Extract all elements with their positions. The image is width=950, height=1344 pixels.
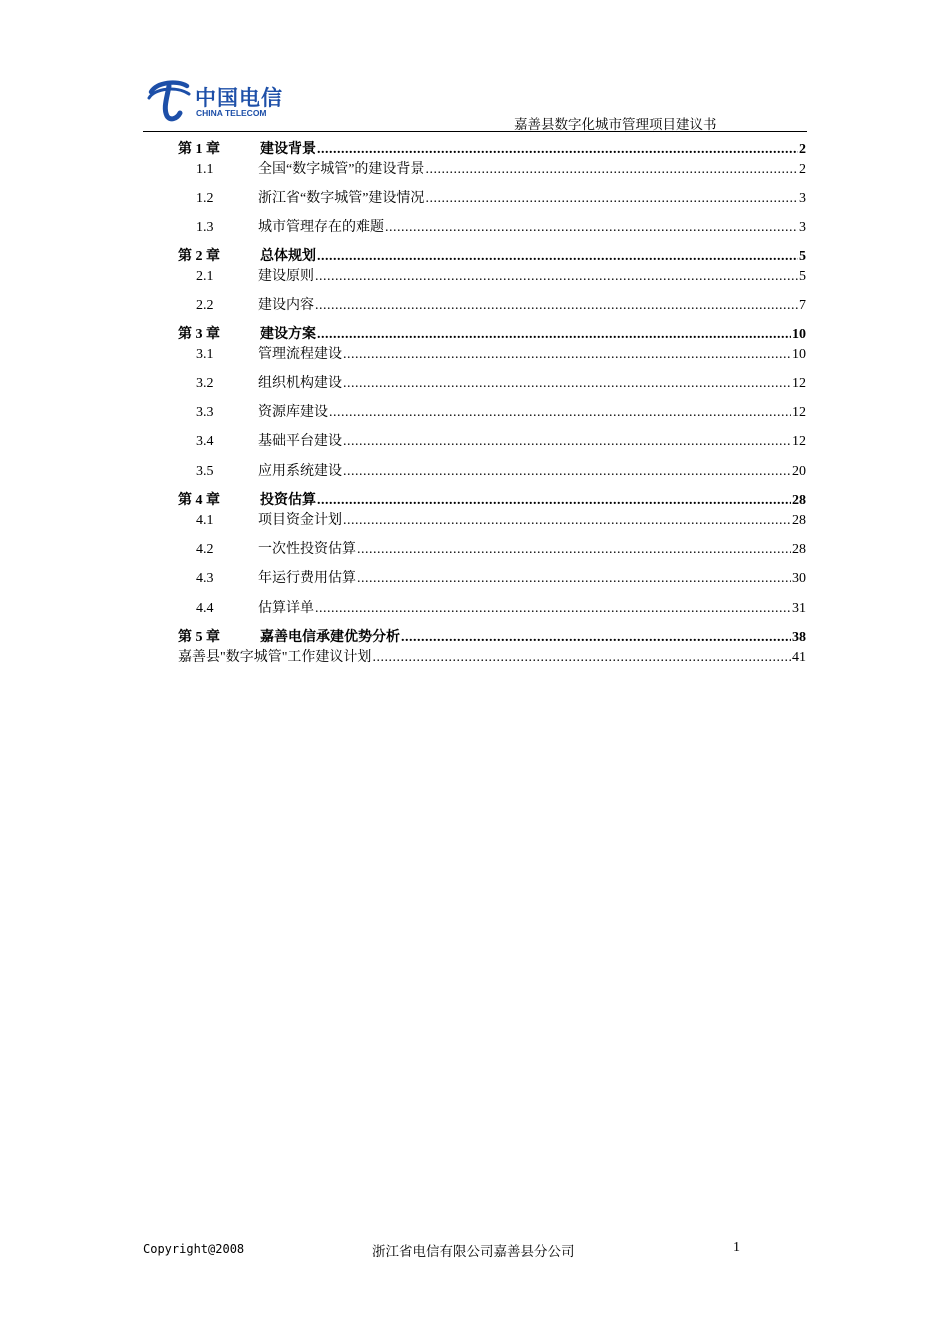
toc-entry-title: 建设内容 (258, 298, 314, 313)
toc-entry-title: 总体规划 (260, 249, 316, 264)
toc-dot-leader (329, 403, 791, 423)
toc-entry-number: 1.2 (196, 191, 214, 206)
toc-dot-leader (317, 491, 791, 511)
toc-entry-number: 4.2 (196, 542, 214, 557)
footer-company-name: 浙江省电信有限公司嘉善县分公司 (372, 1244, 575, 1260)
toc-dot-leader (385, 218, 798, 238)
toc-chapter-entry[interactable] (178, 247, 806, 267)
toc-dot-leader (343, 345, 791, 365)
document-title: 嘉善县数字化城市管理项目建议书 (514, 117, 717, 132)
toc-entry-title: 建设方案 (260, 327, 316, 342)
toc-entry-page: 38 (792, 630, 806, 645)
toc-entry-page: 28 (792, 542, 806, 557)
toc-entry-page: 2 (799, 142, 806, 157)
toc-entry-title: 资源库建设 (258, 405, 328, 420)
toc-entry-title: 项目资金计划 (258, 513, 342, 528)
toc-dot-leader (343, 462, 791, 482)
toc-entry-page: 2 (799, 162, 806, 177)
toc-entry-title: 全国“数字城管”的建设背景 (258, 162, 425, 177)
toc-entry-title: 嘉善电信承建优势分析 (260, 630, 400, 645)
toc-dot-leader (357, 540, 791, 560)
toc-section-entry[interactable] (178, 218, 806, 238)
toc-entry-page: 3 (799, 220, 806, 235)
toc-dot-leader (425, 160, 798, 180)
toc-entry-title: 估算详单 (258, 601, 314, 616)
toc-entry-page: 10 (792, 347, 806, 362)
toc-entry-number: 3.2 (196, 376, 214, 391)
toc-section-entry[interactable] (178, 540, 806, 560)
toc-entry-title: 浙江省“数字城管”建设情况 (258, 191, 425, 206)
toc-entry-title: 建设背景 (260, 142, 316, 157)
toc-entry-number: 第 3 章 (178, 327, 220, 342)
toc-entry-page: 20 (792, 464, 806, 479)
toc-entry-number: 3.3 (196, 405, 214, 420)
toc-chapter-entry[interactable] (178, 325, 806, 345)
toc-entry-page: 3 (799, 191, 806, 206)
toc-chapter-entry[interactable] (178, 628, 806, 648)
toc-chapter-entry[interactable] (178, 140, 806, 160)
toc-entry-title: 年运行费用估算 (258, 571, 356, 586)
toc-entry-page: 5 (799, 249, 806, 264)
logo-chinese-text: 中国电信 (195, 86, 283, 110)
toc-entry-title: 嘉善县"数字城管"工作建议计划 (178, 650, 372, 665)
toc-entry-number: 3.1 (196, 347, 214, 362)
toc-dot-leader (317, 140, 798, 160)
toc-section-entry[interactable] (178, 345, 806, 365)
page-header (143, 70, 807, 132)
toc-entry-title: 基础平台建设 (258, 434, 342, 449)
toc-entry[interactable] (178, 648, 806, 668)
toc-entry-number: 第 2 章 (178, 249, 220, 264)
toc-dot-leader (315, 267, 798, 287)
toc-entry-title: 投资估算 (260, 493, 316, 508)
toc-entry-page: 5 (799, 269, 806, 284)
toc-entry-page: 28 (792, 493, 806, 508)
footer-page-number: 1 (733, 1240, 740, 1255)
toc-section-entry[interactable] (178, 569, 806, 589)
toc-entry-page: 12 (792, 434, 806, 449)
header-divider (143, 131, 807, 132)
toc-entry-title: 建设原则 (258, 269, 314, 284)
toc-chapter-entry[interactable] (178, 491, 806, 511)
toc-entry-page: 12 (792, 405, 806, 420)
toc-entry-title: 应用系统建设 (258, 464, 342, 479)
toc-entry-page: 10 (792, 327, 806, 342)
toc-dot-leader (343, 511, 791, 531)
toc-entry-title: 一次性投资估算 (258, 542, 356, 557)
china-telecom-logo-icon (147, 78, 193, 122)
toc-entry-number: 1.1 (196, 162, 214, 177)
toc-entry-number: 2.1 (196, 269, 214, 284)
toc-entry-title: 管理流程建设 (258, 347, 342, 362)
toc-entry-page: 30 (792, 571, 806, 586)
toc-entry-page: 28 (792, 513, 806, 528)
toc-section-entry[interactable] (178, 296, 806, 316)
toc-dot-leader (317, 247, 798, 267)
toc-dot-leader (401, 628, 791, 648)
toc-entry-number: 3.5 (196, 464, 214, 479)
toc-dot-leader (317, 325, 791, 345)
toc-entry-number: 第 1 章 (178, 142, 220, 157)
toc-entry-page: 41 (792, 650, 806, 665)
logo-english-text: CHINA TELECOM (196, 108, 267, 118)
toc-section-entry[interactable] (178, 403, 806, 423)
toc-section-entry[interactable] (178, 599, 806, 619)
toc-section-entry[interactable] (178, 374, 806, 394)
toc-section-entry[interactable] (178, 189, 806, 209)
toc-entry-number: 第 4 章 (178, 493, 220, 508)
toc-dot-leader (357, 569, 791, 589)
toc-entry-number: 4.4 (196, 601, 214, 616)
toc-section-entry[interactable] (178, 432, 806, 452)
toc-section-entry[interactable] (178, 160, 806, 180)
toc-dot-leader (372, 648, 791, 668)
toc-entry-number: 4.1 (196, 513, 214, 528)
toc-entry-number: 1.3 (196, 220, 214, 235)
toc-section-entry[interactable] (178, 267, 806, 287)
company-logo (147, 78, 287, 122)
toc-entry-number: 3.4 (196, 434, 214, 449)
toc-entry-page: 7 (799, 298, 806, 313)
toc-dot-leader (343, 374, 791, 394)
toc-entry-page: 31 (792, 601, 806, 616)
footer-copyright: Copyright@2008 (143, 1242, 245, 1256)
toc-dot-leader (315, 296, 798, 316)
toc-section-entry[interactable] (178, 511, 806, 531)
toc-entry-page: 12 (792, 376, 806, 391)
toc-section-entry[interactable] (178, 462, 806, 482)
toc-entry-title: 城市管理存在的难题 (258, 220, 384, 235)
toc-dot-leader (425, 189, 798, 209)
toc-dot-leader (315, 599, 791, 619)
toc-dot-leader (343, 432, 791, 452)
toc-entry-number: 第 5 章 (178, 630, 220, 645)
page-footer (143, 1240, 807, 1260)
toc-entry-number: 2.2 (196, 298, 214, 313)
toc-entry-title: 组织机构建设 (258, 376, 342, 391)
toc-entry-number: 4.3 (196, 571, 214, 586)
